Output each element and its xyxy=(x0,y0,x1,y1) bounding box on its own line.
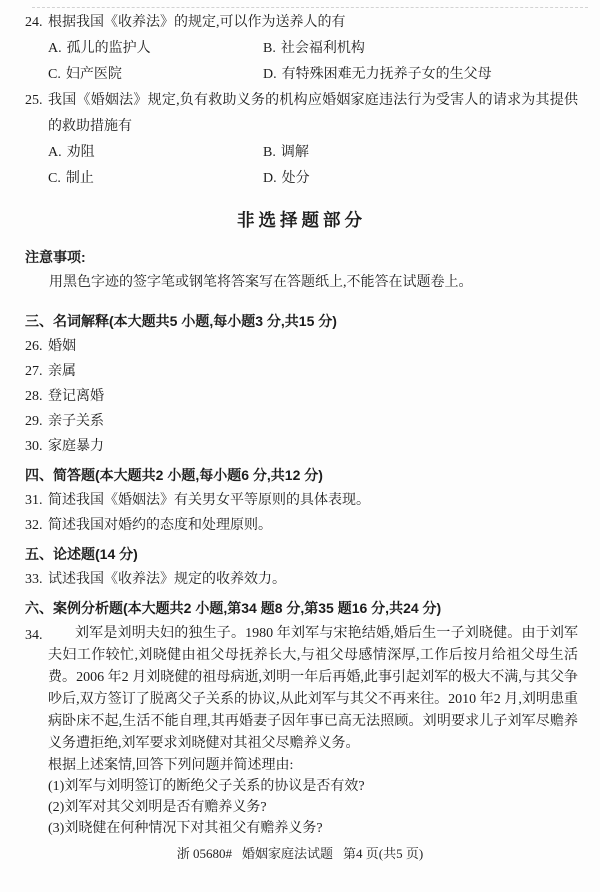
option-text: 孤儿的监护人 xyxy=(66,41,151,56)
option-text: 妇产医院 xyxy=(65,67,122,82)
question-34-sub-1: (1)刘军与刘明签订的断绝父子关系的协议是否有效? xyxy=(48,779,365,794)
question-25-option-a xyxy=(48,140,263,166)
question-24-option-d xyxy=(263,62,578,88)
option-text: 有特殊困难无力抚养子女的生父母 xyxy=(281,67,492,82)
option-label: A. xyxy=(48,145,62,160)
option-label: D. xyxy=(263,67,277,82)
question-25-options xyxy=(48,140,578,192)
question-25-option-b xyxy=(263,140,578,166)
notice-body: 用黑色字迹的签字笔或钢笔将答案写在答题纸上,不能答在试题卷上。 xyxy=(49,275,473,290)
question-34-number: 34. xyxy=(25,628,43,643)
item-number: 30. xyxy=(25,439,43,454)
footer-paper-code: 浙 05680# xyxy=(176,846,233,861)
item-text: 亲子关系 xyxy=(48,414,104,429)
footer-paper-title: 婚姻家庭法试题 xyxy=(242,846,334,861)
item-number: 29. xyxy=(25,414,43,429)
option-label: A. xyxy=(48,41,62,56)
item-text: 简述我国对婚约的态度和处理原则。 xyxy=(48,518,272,533)
list-item-30 xyxy=(25,434,578,459)
option-label: B. xyxy=(263,41,276,56)
list-item-26 xyxy=(25,334,578,359)
option-text: 制止 xyxy=(65,171,94,186)
question-34-paragraph: 刘军是刘明夫妇的独生子。1980 年刘军与宋艳结婚,婚后生一子刘晓健。由于刘军夫妇工作较忙,刘晓健由祖父母抚养长大,与祖父母感情深厚,工作后按月给祖父母生活费。2006 年2 月刘晓健的祖母病逝,刘明一年后再婚,此事引起刘军的极大不满,与其父争吵后,双方签订了脱离父子关系的协议,从此刘军与其父不再来往。2010 年2 月,刘明患重病卧床不起,生活不能自理,其再婚妻子因年事已高无法照顾。刘明要求儿子刘军尽赡养义务遭拒绝,刘军要求刘晓健对其祖父尽赡养义务。 xyxy=(48,626,578,751)
section-heading: 非选择题部分 xyxy=(237,210,366,230)
section-3-title: 三、名词解释(本大题共5 小题,每小题3 分,共15 分) xyxy=(25,313,337,329)
question-34-body xyxy=(48,623,578,839)
section-6-title: 六、案例分析题(本大题共2 小题,第34 题8 分,第35 题16 分,共24 分) xyxy=(25,600,442,616)
footer-page-info: 第4 页(共5 页) xyxy=(343,846,424,861)
list-item-32 xyxy=(25,513,578,538)
option-label: D. xyxy=(263,171,277,186)
question-24-body xyxy=(48,10,578,88)
option-label: C. xyxy=(48,171,61,186)
question-24-options xyxy=(48,36,578,88)
list-item-27 xyxy=(25,359,578,384)
list-item-29 xyxy=(25,409,578,434)
item-text: 亲属 xyxy=(48,364,76,379)
item-text: 婚姻 xyxy=(48,339,76,354)
item-number: 28. xyxy=(25,389,43,404)
item-text: 试述我国《收养法》规定的收养效力。 xyxy=(48,572,286,587)
list-item-31 xyxy=(25,488,578,513)
question-24-stem: 根据我国《收养法》的规定,可以作为送养人的有 xyxy=(48,15,346,30)
question-34-sub-2: (2)刘军对其父刘明是否有赡养义务? xyxy=(48,800,267,815)
question-24-option-b xyxy=(263,36,578,62)
item-text: 简述我国《婚姻法》有关男女平等原则的具体表现。 xyxy=(48,493,370,508)
question-34-prompt: 根据上述案情,回答下列问题并简述理由: xyxy=(48,758,294,773)
section-5-title: 五、论述题(14 分) xyxy=(25,546,138,562)
question-25 xyxy=(25,88,578,192)
question-24-number: 24. xyxy=(25,15,43,30)
list-item-28 xyxy=(25,384,578,409)
question-24-option-c xyxy=(48,62,263,88)
question-25-option-c xyxy=(48,166,263,192)
question-25-number: 25. xyxy=(25,93,43,108)
question-34 xyxy=(25,623,578,839)
item-number: 33. xyxy=(25,572,43,587)
option-label: B. xyxy=(263,145,276,160)
item-text: 登记离婚 xyxy=(48,389,104,404)
scan-artifact-line xyxy=(32,7,588,8)
question-25-option-d xyxy=(263,166,578,192)
option-text: 处分 xyxy=(281,171,310,186)
question-24 xyxy=(25,10,578,88)
question-25-stem: 我国《婚姻法》规定,负有救助义务的机构应婚姻家庭违法行为受害人的请求为其提供的救助措施有 xyxy=(48,93,578,134)
notice-title: 注意事项: xyxy=(25,249,86,265)
question-25-body xyxy=(48,88,578,192)
section-4-title: 四、简答题(本大题共2 小题,每小题6 分,共12 分) xyxy=(25,467,323,483)
item-number: 31. xyxy=(25,493,43,508)
item-number: 27. xyxy=(25,364,43,379)
question-34-sub-3: (3)刘晓健在何种情况下对其祖父有赡养义务? xyxy=(48,821,323,836)
item-number: 32. xyxy=(25,518,43,533)
list-item-33 xyxy=(25,567,578,592)
option-text: 调解 xyxy=(280,145,309,160)
item-text: 家庭暴力 xyxy=(48,439,104,454)
item-number: 26. xyxy=(25,339,43,354)
option-label: C. xyxy=(48,67,61,82)
page-footer xyxy=(0,843,600,862)
option-text: 社会福利机构 xyxy=(280,41,365,56)
option-text: 劝阻 xyxy=(66,145,95,160)
question-24-option-a xyxy=(48,36,263,62)
